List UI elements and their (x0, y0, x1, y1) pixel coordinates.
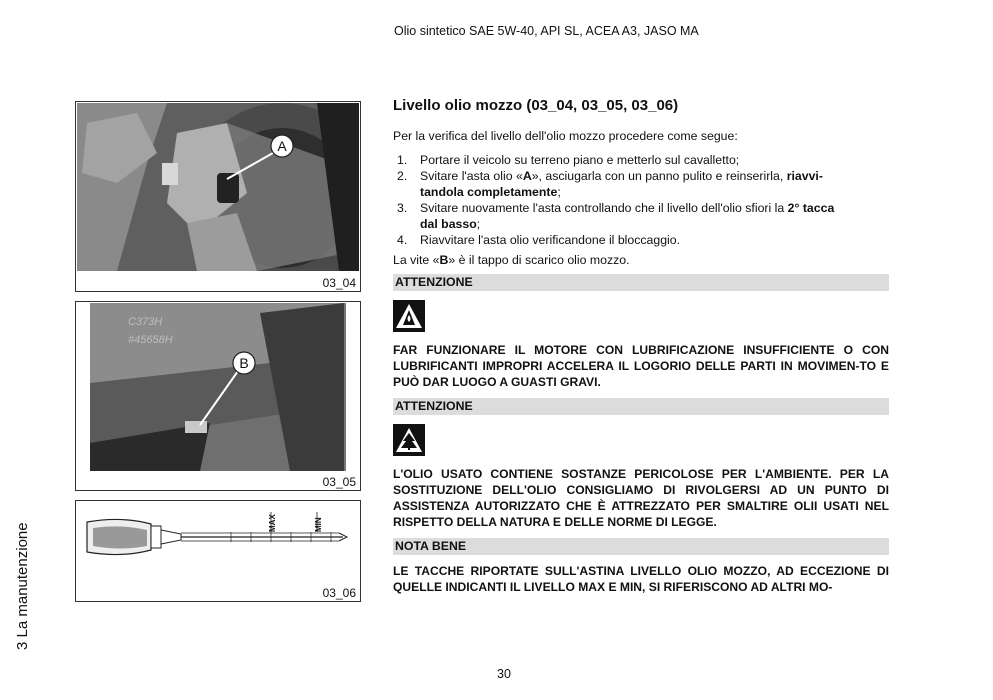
figure-03-06 (75, 500, 361, 602)
engine-photo-dipstick (77, 103, 359, 271)
ref-b: B (439, 253, 449, 267)
figure-caption: 03_06 (322, 586, 356, 600)
figure-03-04 (75, 101, 361, 292)
warning-environment-icon (393, 424, 425, 456)
figure-caption: 03_05 (322, 475, 356, 489)
notice-label: ATTENZIONE (393, 274, 889, 291)
hub-drain-screw-photo (90, 303, 346, 471)
figure-caption: 03_04 (322, 276, 356, 290)
step-item (393, 232, 889, 248)
page-number: 30 (497, 667, 511, 681)
notice-text: LE TACCHE RIPORTATE SULL'ASTINA LIVELLO OLIO MOZZO, AD ECCEZIONE DI QUELLE INDICANTI IL LIVELLO MAX E MIN, SI RIFERISCONO AD ALTRI MO- (393, 564, 889, 594)
drain-screw-note: La vite «B» è il tappo di scarico olio mozzo. (393, 253, 630, 267)
step-text: Svitare l'asta olio « (420, 169, 523, 183)
step-number: 3. (397, 201, 408, 215)
step-text: Riavvitare l'asta olio verificandone il bloccaggio. (420, 233, 681, 247)
step-item: 2. Svitare l'asta olio «A», asciugarla con un panno pulito e reinserirla, riavvi- tandola completamente; (397, 169, 823, 199)
max-mark: MAX (268, 514, 277, 532)
casting-mark-2: #45658H (128, 334, 173, 346)
casting-mark-1: C373H (128, 316, 163, 328)
notice-text: FAR FUNZIONARE IL MOTORE CON LUBRIFICAZIONE INSUFFICIENTE O CON LUBRIFICANTI IMPROPRI ACCELERA IL LOGORIO DELLE PARTI IN MOVIMEN-TO E PUÒ DAR LUOGO A GUASTI GRAVI. (393, 343, 889, 389)
ref-a: A (522, 169, 532, 183)
main-content (393, 96, 889, 595)
notice-label: NOTA BENE (393, 538, 889, 555)
step-number: 4. (397, 233, 408, 247)
notice-text: L'OLIO USATO CONTIENE SOSTANZE PERICOLOSE PER L'AMBIENTE. PER LA SOSTITUZIONE DELL'OLIO CONSIGLIAMO DI RIVOLGERSI AD UN PUNTO DI ASSISTENZA AUTORIZZATO CHE È ATTREZZATO PER SMALTIRE OLII USATI NEL RISPETTO DELLA NATURA E DELLE NORME DI LEGGE. (393, 467, 889, 529)
warning-drop-icon (393, 300, 425, 332)
callout-b: B (239, 355, 249, 371)
step-text: Svitare nuovamente l'asta controllando che il livello dell'olio sfiori la (420, 201, 788, 215)
section-title: Livello olio mozzo (03_04, 03_05, 03_06) (393, 97, 679, 114)
step-number: 1. (397, 153, 408, 167)
page-header: Olio sintetico SAE 5W-40, API SL, ACEA A3, JASO MA (394, 24, 699, 38)
step-item: 3. Svitare nuovamente l'asta controllando che il livello dell'olio sfiori la 2° tacca dal basso; (397, 201, 835, 231)
callout-a: A (277, 138, 287, 154)
min-mark: MIN (314, 517, 323, 532)
figure-03-05 (75, 301, 361, 491)
procedure-steps (393, 152, 889, 248)
notice-label: ATTENZIONE (393, 398, 889, 415)
step-number: 2. (397, 169, 408, 183)
dipstick-drawing (81, 506, 355, 581)
step-item (393, 152, 889, 168)
section-intro: Per la verifica del livello dell'olio mozzo procedere come segue: (393, 129, 738, 143)
chapter-side-label: 3 La manutenzione (14, 522, 31, 650)
step-text: Portare il veicolo su terreno piano e metterlo sul cavalletto; (420, 153, 740, 167)
